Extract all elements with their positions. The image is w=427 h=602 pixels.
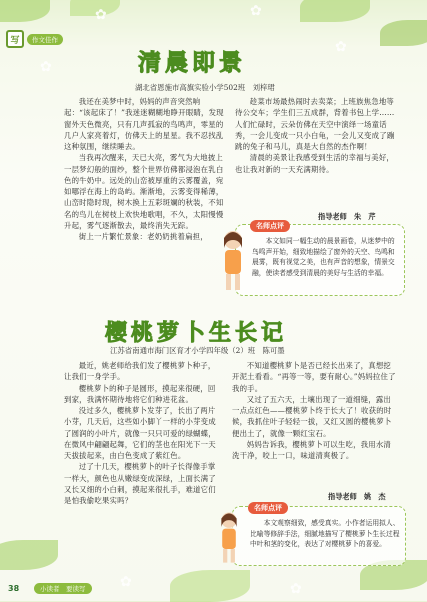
decor-leaf [0,540,58,570]
paragraph: 不知道樱桃萝卜是否已经长出来了，真想挖开泥土看看。“再等一等，要有耐心。”妈妈拉住了我的手。 [232,361,396,393]
article2-byline: 江苏省南通市海门区育才小学四年级（2）班 陈可墨 [110,346,285,355]
page-number: 38 [8,584,20,593]
article2-comment: 本文观察细致，感受真实。小作者运用拟人、比喻等修辞手法，细腻地描写了樱桃萝卜生长过程中叶和茎的变化，表达了对樱桃萝卜的喜爱。 [250,519,400,549]
article1-teacher: 指导老师 朱 芹 [318,212,376,221]
article1-comment: 本文如同一幅生动的晨景画卷，从迷梦中的鸟鸣声开始，细致地描绘了窗外的天空、鸟鸣和晨雾，既有视觉之美，也有声音的想象，情景交融，使读者感受到清晨的美好与生活的幸福。 [252,237,395,277]
paragraph: 我还在美梦中时，妈妈的声音突然响起：“该起床了！”我迷迷糊糊地睁开眼睛，发现窗外天色微亮，只有几声孤寂的鸟鸣声，零星的几户人家亮着灯，仿佛天上的星星。我不忍找乱这种氛围，继续睡去。 [64,97,224,151]
paragraph: 没过多久，樱桃萝卜发芽了，长出了两片小芽，几天后，这些如小脚丫一样的小芽变成了圆润的小叶片，就像一只只可爱的绿蝴蝶，在微风中翩翩起舞，它们的茎也在阳光下一天天拔拔起来，由白色变成了紫红色。 [64,406,216,460]
article1-byline: 湖北省恩施市高旗实验小学502班 刘梓珺 [135,83,275,92]
decor-leaf [0,0,50,22]
paragraph: 当我再次醒来，天已大亮，雾气为大地披上一层梦幻般的面纱，整个世界仿佛都浸泡在乳白色的牛奶中。远处的山峦被厚重的云雾覆盖，宛如哪浮在海上的岛屿。渐渐地，云雾变得稀薄，山峦时隐时现，树木换上五彩斑斓的秋装，不知名的鸟儿在树枝上欢快地歌唱，不久，太阳慢慢升起，雾气逐渐散去，最终消失无踪。 [64,153,224,230]
flower-icon: ✿ [250,3,262,19]
article2-left-column [64,360,219,506]
page-footer [0,575,427,601]
article1-title: 清晨即景 [138,50,246,76]
decor-leaf [380,20,427,46]
paragraph: 趁菜市场最热闹时去卖菜；上班族焦急地等待公交车；学生们三五成群，背着书包上学……人们忙碌时，云朵仿佛在天空中演绎一场童话秀，一会儿变成一只小白龟，一会儿又变成了蹦跳的兔子和马儿，真是大自然的杰作啊！ [235,97,395,151]
write-icon: 写 [6,30,24,48]
flower-icon: ✿ [290,581,302,597]
teacher-illustration [216,228,250,294]
article1-left-column [64,96,224,242]
flower-icon: ✿ [95,7,107,23]
paragraph: 最近，姚老师给我们发了樱桃萝卜种子，让我们一身学手。 [64,361,216,382]
paragraph: 街上一片繁忙景象：老奶奶挑着扁担， [78,232,208,241]
article1-right-column [235,96,395,175]
section-label: 作文佳作 [27,34,63,45]
article1-comment-head: 名师点评 [250,220,290,232]
article2-comment-head: 名师点评 [248,502,288,514]
paragraph: 清晨的美景让我感受到生活的幸福与美好，也让我对新的一天充满期待。 [235,153,395,174]
paragraph: 过了十几天，樱桃萝卜的叶子长得像手掌一样大，颜色也从嫩绿变成深绿，上面长满了又长又细的小白刺，摸起来很扎手，难道它们是怕我偷吃果实吗？ [64,462,216,505]
flower-icon: ✿ [335,39,347,55]
paragraph: 又过了五六天，土壤出现了一道细缝，露出一点点红色——樱桃萝卜终于长大了！收获的时候，我抓住叶子轻轻一拔，又红又圆的樱桃萝卜便出土了，就像一颗红宝石。 [232,394,392,438]
article2-right-column [232,360,398,461]
paragraph: 樱桃萝卜的种子是圆形，摸起来很硬，回到家，我满怀期待地将它们种进花盆。 [64,383,216,404]
teacher-illustration [214,510,244,566]
flower-icon: ✿ [40,59,52,75]
article2-teacher: 指导老师 姚 杰 [328,492,386,501]
flower-icon: ✿ [120,574,132,590]
decor-leaf [300,0,370,22]
paragraph: 妈妈告诉我，樱桃萝卜可以生吃，我用水清洗干净，咬上一口，味道清爽极了。 [232,439,392,460]
footer-tag: 小读者 要读写 [34,583,92,594]
article2-title: 樱桃萝卜生长记 [105,321,288,346]
section-tag [6,30,63,48]
